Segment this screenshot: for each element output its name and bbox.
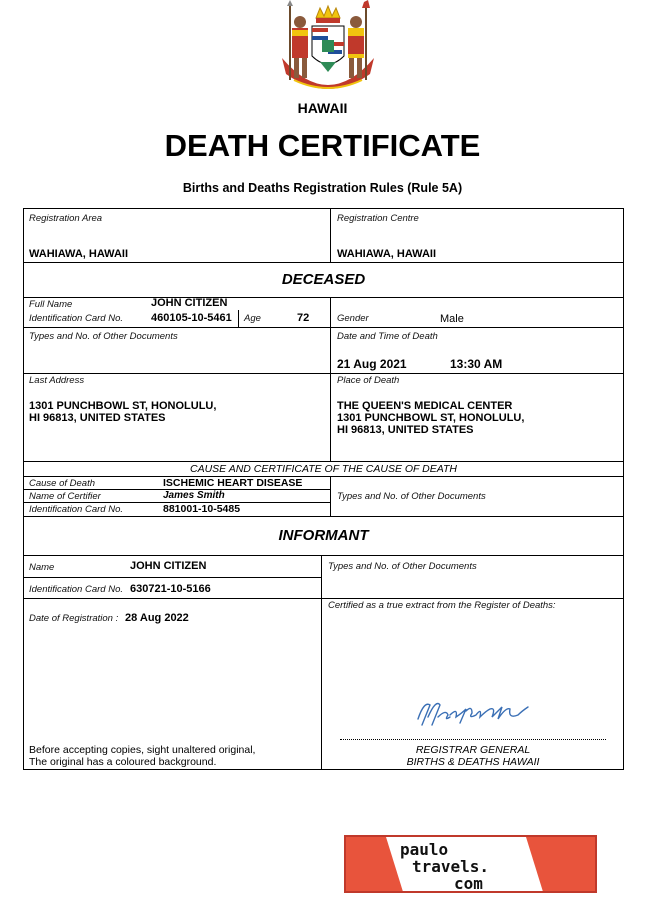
place-of-death-line1: THE QUEEN'S MEDICAL CENTER [337, 400, 513, 412]
registration-centre-value: WAHIAWA, HAWAII [337, 248, 436, 260]
registration-area-label: Registration Area [29, 213, 103, 224]
place-of-death-label: Place of Death [337, 375, 400, 386]
note-line1: Before accepting copies, sight unaltered original, [29, 744, 256, 756]
last-address-line2: HI 96813, UNITED STATES [29, 412, 166, 424]
date-time-of-death-label: Date and Time of Death [337, 331, 438, 342]
registration-date-label: Date of Registration : [29, 613, 119, 624]
cause-of-death-value: ISCHEMIC HEART DISEASE [163, 477, 303, 489]
age-value: 72 [297, 312, 310, 324]
full-name-label: Full Name [29, 299, 73, 310]
age-label: Age [244, 313, 261, 324]
registration-date-value: 28 Aug 2022 [125, 612, 189, 624]
date-of-death-value: 21 Aug 2021 [337, 357, 407, 371]
registrar-signature [410, 695, 535, 729]
gender-label: Gender [337, 313, 369, 324]
cause-heading: CAUSE AND CERTIFICATE OF THE CAUSE OF DEATH [189, 463, 457, 475]
signature-dotted-line [340, 739, 606, 740]
deceased-id-value: 460105-10-5461 [151, 312, 232, 324]
logo-line2: travels. [412, 857, 490, 876]
informant-name-value: JOHN CITIZEN [130, 560, 207, 572]
cause-other-docs-label: Types and No. of Other Documents [337, 491, 486, 502]
informant-other-docs-label: Types and No. of Other Documents [328, 561, 477, 572]
place-of-death-line2: 1301 PUNCHBOWL ST, HONOLULU, [337, 412, 525, 424]
registration-area-value: WAHIAWA, HAWAII [29, 248, 128, 260]
registration-centre-label: Registration Centre [337, 213, 419, 224]
informant-id-value: 630721-10-5166 [130, 583, 211, 595]
certified-extract-label: Certified as a true extract from the Register of Deaths: [328, 600, 556, 611]
certifier-id-value: 881001-10-5485 [163, 503, 241, 515]
informant-name-label: Name [29, 562, 55, 573]
informant-heading: INFORMANT [278, 527, 369, 544]
deceased-other-docs-label: Types and No. of Other Documents [29, 331, 178, 342]
certifier-value: James Smith [163, 490, 225, 501]
last-address-line1: 1301 PUNCHBOWL ST, HONOLULU, [29, 400, 217, 412]
hawaii-seal [276, 0, 380, 98]
document-subtitle: Births and Deaths Registration Rules (Rule 5A) [182, 181, 463, 195]
place-of-death-line3: HI 96813, UNITED STATES [337, 424, 474, 436]
registrar-title-line2: BIRTHS & DEATHS HAWAII [406, 756, 540, 768]
time-of-death-value: 13:30 AM [450, 357, 503, 371]
note-line2: The original has a coloured background. [29, 756, 217, 768]
state-name: HAWAII [297, 100, 348, 116]
cause-of-death-label: Cause of Death [29, 478, 96, 489]
deceased-id-label: Identification Card No. [29, 313, 123, 324]
full-name-value: JOHN CITIZEN [151, 297, 228, 309]
gender-value: Male [440, 313, 464, 325]
certifier-label: Name of Certifier [29, 491, 101, 502]
certifier-id-label: Identification Card No. [29, 504, 123, 515]
paulotravels-logo [344, 835, 597, 893]
registrar-title-line1: REGISTRAR GENERAL [415, 744, 531, 756]
document-title: DEATH CERTIFICATE [164, 128, 481, 163]
last-address-label: Last Address [29, 375, 85, 386]
deceased-heading: DECEASED [281, 271, 366, 288]
logo-line3: com [454, 874, 483, 893]
logo-line1: paulo [400, 840, 449, 859]
informant-id-label: Identification Card No. [29, 584, 123, 595]
